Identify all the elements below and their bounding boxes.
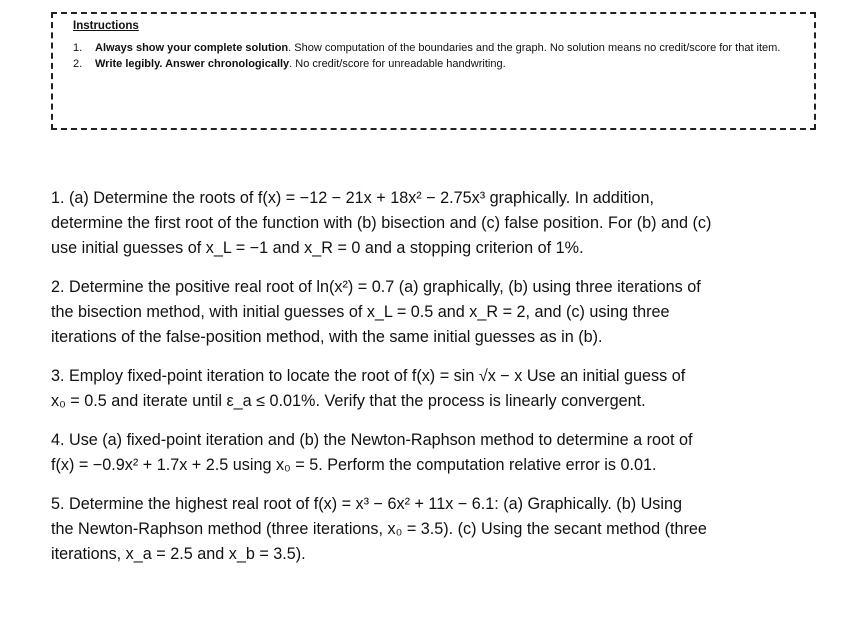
problem-line: 3. Employ fixed-point iteration to locate the root of f(x) = sin √x − x Use an initial guess of [51, 367, 686, 385]
problem-2 [51, 275, 821, 350]
instruction-number: 1. [73, 42, 83, 54]
instruction-text [95, 42, 780, 55]
instruction-bold-text: Always show your complete solution [95, 42, 289, 54]
instruction-text [95, 58, 506, 71]
problem-list [51, 186, 821, 581]
instruction-rest-text: . No credit/score for unreadable handwriting. [289, 58, 506, 70]
problem-1 [51, 186, 821, 261]
problem-line: the bisection method, with initial guesses of x_L = 0.5 and x_R = 2, and (c) using three [51, 303, 670, 321]
problem-line: 4. Use (a) fixed-point iteration and (b) the Newton-Raphson method to determine a root of [51, 431, 693, 449]
instructions-box [51, 12, 816, 130]
problem-line: 5. Determine the highest real root of f(x) = x³ − 6x² + 11x − 6.1: (a) Graphically. (b) Using [51, 495, 682, 513]
instructions-title: Instructions [73, 20, 139, 32]
problem-line: f(x) = −0.9x² + 1.7x + 2.5 using x₀ = 5. Perform the computation relative error is 0.01. [51, 456, 657, 474]
problem-line: iterations, x_a = 2.5 and x_b = 3.5). [51, 545, 306, 563]
problem-line: 1. (a) Determine the roots of f(x) = −12 − 21x + 18x² − 2.75x³ graphically. In addition, [51, 189, 654, 207]
instructions-list [73, 42, 802, 71]
problem-line: 2. Determine the positive real root of ln(x²) = 0.7 (a) graphically, (b) using three iterations of [51, 278, 701, 296]
problem-5 [51, 492, 821, 567]
problem-line: iterations of the false-position method, with the same initial guesses as in (b). [51, 328, 603, 346]
problem-line: the Newton-Raphson method (three iterations, x₀ = 3.5). (c) Using the secant method (three [51, 520, 707, 538]
problem-line: determine the first root of the function with (b) bisection and (c) false position. For (b) and (c) [51, 214, 712, 232]
instruction-item [73, 42, 802, 55]
instruction-rest-text: . Show computation of the boundaries and the graph. No solution means no credit/score for that item. [288, 42, 781, 54]
problem-line: use initial guesses of x_L = −1 and x_R = 0 and a stopping criterion of 1%. [51, 239, 584, 257]
instruction-number: 2. [73, 58, 83, 70]
instruction-item [73, 58, 802, 71]
instruction-bold-text: Write legibly. Answer chronologically [95, 58, 290, 70]
problem-line: x₀ = 0.5 and iterate until ε_a ≤ 0.01%. Verify that the process is linearly convergent. [51, 392, 646, 410]
problem-4 [51, 428, 821, 478]
problem-3 [51, 364, 821, 414]
